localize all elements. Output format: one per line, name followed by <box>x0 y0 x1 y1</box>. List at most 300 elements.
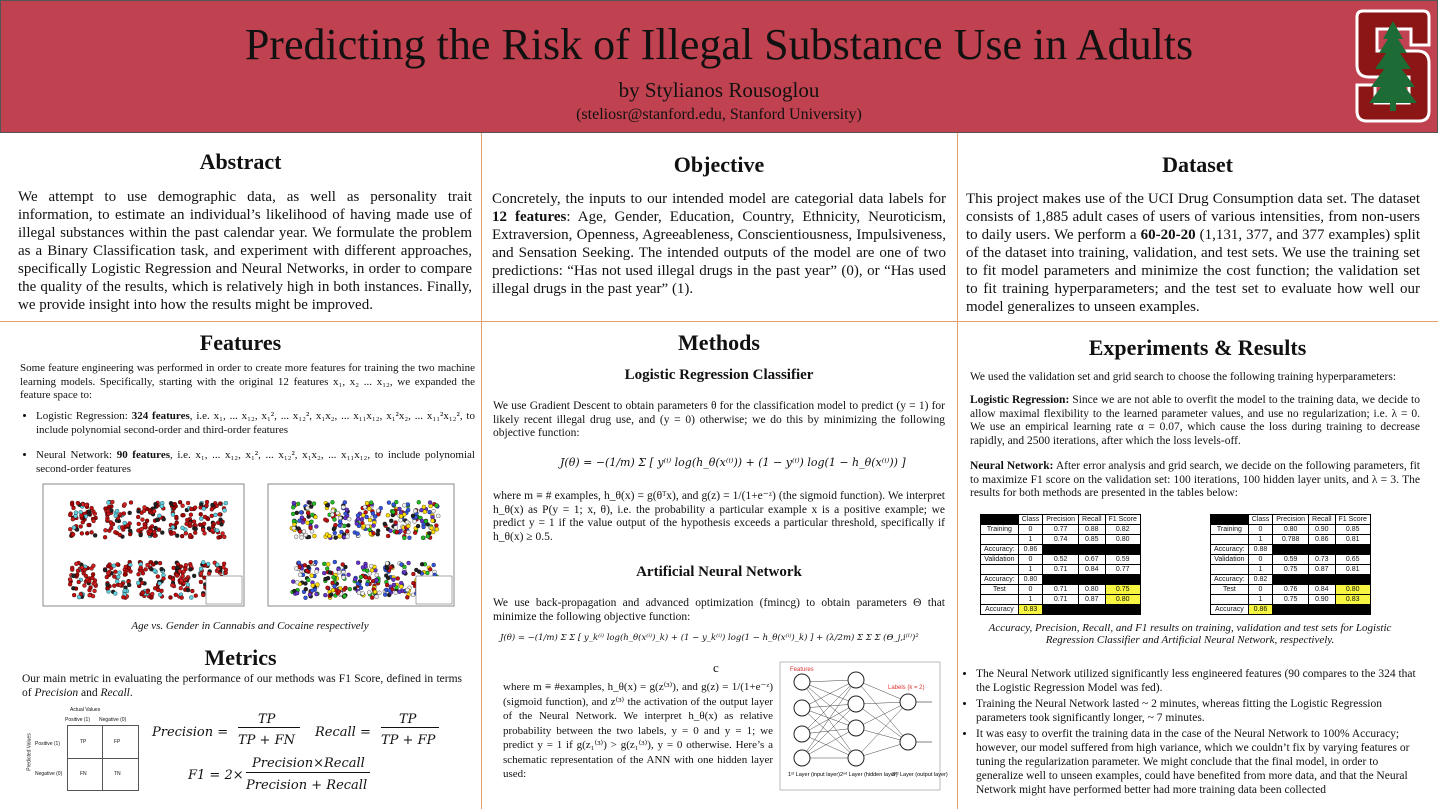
scatter-point <box>215 529 219 533</box>
scatter-point <box>399 514 403 518</box>
scatter-point <box>145 519 149 523</box>
scatter-point <box>88 593 92 597</box>
table-row: Test 0 0.71 0.80 0.75 <box>981 585 1141 595</box>
scatter-point <box>218 512 222 516</box>
scatter-point <box>72 593 76 597</box>
list-item: • It was easy to overfit the training data in the case of the Neural Network to 100% Accuracy; however, our model suffered from high variance, which we couldn’t fix by varying features or tuning the regularization parameter. We might conclude that the final model, in order to generalize well to unseen examples, could have benefited from more data, and that the Neural Network might have performed better had more training data been collected <box>976 727 1422 797</box>
scatter-point <box>295 580 299 584</box>
scatter-point <box>333 523 337 527</box>
scatter-point <box>303 563 307 567</box>
scatter-point <box>71 532 75 536</box>
scatter-point <box>72 574 76 578</box>
recall-num: TP <box>399 712 417 727</box>
scatter-point <box>79 525 83 529</box>
scatter-point <box>113 530 117 534</box>
table-row: 1 0.71 0.87 0.80 <box>981 595 1141 605</box>
scatter-point <box>171 525 175 529</box>
scatter-point <box>106 500 110 504</box>
scatter-point <box>385 566 389 570</box>
scatter-point <box>128 511 132 515</box>
scatter-point <box>127 583 131 587</box>
scatter-point <box>434 523 438 527</box>
scatter-point <box>372 531 376 535</box>
scatter-point <box>170 583 174 587</box>
scatter-point <box>397 590 401 594</box>
scatter-point <box>202 522 206 526</box>
scatter-point <box>392 503 396 507</box>
scatter-point <box>325 503 329 507</box>
nn-layer1-label: 1ˢᵗ Layer (input layer) <box>788 772 840 778</box>
list-item: • Neural Network: 90 features, i.e. x₁, ... x₁₂, x₁², ... x₁₂², x₁x₂, ... x₁₁x₁₂, to include polynomial second-order features <box>36 449 475 476</box>
scatter-point <box>431 519 435 523</box>
scatter-point <box>116 562 120 566</box>
scatter-point <box>436 514 440 518</box>
scatter-point <box>216 567 220 571</box>
scatter-point <box>291 580 295 584</box>
scatter-point <box>341 505 345 509</box>
scatter-point <box>387 589 391 593</box>
scatter-point <box>210 503 214 507</box>
scatter-point <box>158 593 162 597</box>
scatter-point <box>376 509 380 513</box>
confusion-matrix <box>25 705 140 795</box>
scatter-point <box>154 502 158 506</box>
scatter-point <box>136 509 140 513</box>
scatter-point <box>333 531 337 535</box>
features-caption: Age vs. Gender in Cannabis and Cocaine respectively <box>131 620 369 632</box>
cm-tp: TP <box>80 739 87 745</box>
scatter-point <box>118 583 122 587</box>
ann-body2: where m ≡ #examples, h_θ(x) = g(z⁽³⁾), and g(z) = 1/(1+e⁻ᶻ) (sigmoid function), and z⁽³⁾ the activation of the output layer of the Neural Network. We interpret h_θ(x) as relative probability between the two labels, y = 0 and y = 1; we predict y = 1 if g(z₁⁽³⁾) > g(z₁⁽³⁾), y = 0 otherwise. Here’s a schematic representation of the ANN with one hidden layer used: <box>503 681 773 780</box>
scatter-point <box>375 595 379 599</box>
scatter-point <box>416 524 420 528</box>
scatter-point <box>109 520 113 524</box>
scatter-point <box>371 511 375 515</box>
scatter-point <box>175 534 179 538</box>
table-header: F1 Score <box>1335 515 1370 525</box>
scatter-point <box>367 591 371 595</box>
scatter-point <box>137 572 141 576</box>
metrics-title: Metrics <box>204 645 277 670</box>
cm-pred-label: Predicted Values <box>26 733 33 771</box>
scatter-point <box>365 582 369 586</box>
scatter-point <box>338 520 342 524</box>
scatter-point <box>411 514 415 518</box>
scatter-point <box>179 586 183 590</box>
scatter-point <box>353 577 357 581</box>
scatter-point <box>181 513 185 517</box>
scatter-point <box>150 595 154 599</box>
scatter-point <box>201 560 205 564</box>
scatter-point <box>199 502 203 506</box>
scatter-point <box>406 508 410 512</box>
scatter-point <box>385 561 389 565</box>
scatter-point <box>431 509 435 513</box>
lr-formula: J(θ) = −(1/m) Σ [ y⁽ⁱ⁾ log(h_θ(x⁽ⁱ⁾)) + (1 − y⁽ⁱ⁾) log(1 − h_θ(x⁽ⁱ⁾)) ] <box>560 456 906 469</box>
metrics-body: Our main metric in evaluating the performance of our methods was F1 Score, defined in terms of Precision and Recall. <box>22 673 462 699</box>
scatter-point <box>386 534 390 538</box>
scatter-point <box>399 584 403 588</box>
cm-actual-label: Actual Values <box>70 707 101 713</box>
lr-body2: where m ≡ # examples, h_θ(x) = g(θᵀx), and g(z) = 1/(1+e⁻ᶻ) (the sigmoid function). We interpret h_θ(x) as P(y = 1; x, θ), i.e. the probability a particular example x is a positive example; we predict y = 1 if the value output of the hypothesis exceeds a particular threshold, specifically if h_θ(x) ≥ 0.5. <box>493 490 945 543</box>
scatter-point <box>311 584 315 588</box>
scatter-point <box>304 596 308 600</box>
scatter-point <box>337 589 341 593</box>
scatter-point <box>411 572 415 576</box>
scatter-point <box>68 527 72 531</box>
scatter-point <box>301 520 305 524</box>
scatter-point <box>174 593 178 597</box>
scatter-point <box>338 523 342 527</box>
scatter-point <box>123 589 127 593</box>
scatter-point <box>347 517 351 521</box>
scatter-point <box>224 501 228 505</box>
scatter-point <box>435 527 439 531</box>
scatter-point <box>431 530 435 534</box>
scatter-point <box>407 561 411 565</box>
scatter-point <box>402 503 406 507</box>
scatter-point <box>87 523 91 527</box>
scatter-point <box>369 564 373 568</box>
scatter-point <box>394 521 398 525</box>
nn-layer2-label: 2ⁿᵈ Layer (hidden layer) <box>840 772 898 778</box>
scatter-point <box>157 514 161 518</box>
scatter-point <box>330 500 334 504</box>
scatter-point <box>184 578 188 582</box>
scatter-point <box>423 510 427 514</box>
scatter-point <box>106 571 110 575</box>
scatter-point <box>90 530 94 534</box>
stanford-logo-icon <box>1353 7 1433 125</box>
scatter-point <box>72 525 76 529</box>
scatter-point <box>186 588 190 592</box>
scatter-point <box>199 517 203 521</box>
cm-pos-row: Positive (1) <box>35 741 61 747</box>
scatter-point <box>210 528 214 532</box>
scatter-point <box>305 569 309 573</box>
scatter-point <box>118 571 122 575</box>
scatter-point <box>302 529 306 533</box>
scatter-point <box>74 562 78 566</box>
scatter-point <box>184 563 188 567</box>
scatter-point <box>424 519 428 523</box>
scatter-point <box>300 516 304 520</box>
scatter-point <box>304 587 308 591</box>
scatter-point <box>314 524 318 528</box>
scatter-point <box>396 576 400 580</box>
scatter-point <box>331 575 335 579</box>
scatter-point <box>323 577 327 581</box>
scatter-point <box>306 521 310 525</box>
scatter-point <box>300 536 304 540</box>
scatter-point <box>399 518 403 522</box>
scatter-point <box>148 530 152 534</box>
scatter-point <box>136 515 140 519</box>
scatter-point <box>323 518 327 522</box>
scatter-point <box>219 522 223 526</box>
scatter-point <box>188 533 192 537</box>
scatter-point <box>185 518 189 522</box>
scatter-point <box>198 523 202 527</box>
scatter-point <box>370 596 374 600</box>
scatter-point <box>356 582 360 586</box>
objective-title: Objective <box>673 152 765 177</box>
scatter-point <box>428 510 432 514</box>
scatter-point <box>121 595 125 599</box>
scatter-point <box>375 578 379 582</box>
scatter-point <box>190 589 194 593</box>
scatter-point <box>76 501 80 505</box>
scatter-point <box>314 570 318 574</box>
scatter-point <box>412 519 416 523</box>
scatter-point <box>160 531 164 535</box>
scatter-point <box>360 517 364 521</box>
scatter-point <box>326 562 330 566</box>
scatter-point <box>144 567 148 571</box>
scatter-point <box>426 534 430 538</box>
scatter-point <box>205 500 209 504</box>
scatter-point <box>146 590 150 594</box>
table-header <box>981 515 1019 525</box>
scatter-point <box>199 572 203 576</box>
scatter-point <box>387 501 391 505</box>
scatter-point <box>71 517 75 521</box>
scatter-point <box>365 501 369 505</box>
scatter-point <box>434 503 438 507</box>
scatter-point <box>137 522 141 526</box>
scatter-point <box>368 518 372 522</box>
scatter-point <box>371 579 375 583</box>
methods-title: Methods <box>678 330 760 355</box>
cm-fp: FP <box>114 739 121 745</box>
table-header: F1 Score <box>1105 515 1140 525</box>
scatter-point <box>291 512 295 516</box>
scatter-point <box>295 591 299 595</box>
list-item: • Training the Neural Network lasted ~ 2 minutes, whereas fitting the Logistic Regression parameters took significantly longer, ~ 7 minutes. <box>976 697 1422 725</box>
scatter-point <box>184 567 188 571</box>
scatter-point <box>406 530 410 534</box>
scatter-point <box>118 512 122 516</box>
scatter-point <box>68 513 72 517</box>
table-row: 1 0.74 0.85 0.80 <box>981 535 1141 545</box>
scatter-point <box>140 518 144 522</box>
scatter-point <box>103 535 107 539</box>
scatter-point <box>194 594 198 598</box>
scatter-point <box>306 511 310 515</box>
table-header: Precision <box>1273 515 1309 525</box>
scatter-point <box>84 574 88 578</box>
scatter-point <box>343 565 347 569</box>
scatter-point <box>328 534 332 538</box>
table-row: Validation 0 0.59 0.73 0.65 <box>1211 555 1371 565</box>
scatter-point <box>322 571 326 575</box>
scatter-point <box>309 526 313 530</box>
table-row: 1 0.75 0.90 0.83 <box>1211 595 1371 605</box>
scatter-point <box>343 594 347 598</box>
scatter-point <box>372 524 376 528</box>
scatter-point <box>109 526 113 530</box>
scatter-point <box>383 522 387 526</box>
scatter-point <box>158 561 162 565</box>
results-lr-text: Logistic Regression: Since we are not able to overfit the model to the training data, we decide to allow maximal flexibility to the learned parameter values, and use no regularization; i.e. λ = 0. We use an empirical learning rate α = 0.07, which cause the loss during training to decrease rapidly, and 2500 iterations, after which the loss levels-off. <box>970 394 1420 447</box>
scatter-point <box>193 531 197 535</box>
nn-results-table <box>1210 514 1371 615</box>
scatter-point <box>310 520 314 524</box>
scatter-point <box>172 506 176 510</box>
scatter-point <box>189 596 193 600</box>
scatter-point <box>406 524 410 528</box>
scatter-point <box>383 593 387 597</box>
recall-den: TP + FP <box>381 733 436 748</box>
scatter-point <box>156 575 160 579</box>
scatter-point <box>402 536 406 540</box>
nn-node <box>848 696 864 712</box>
scatter-point <box>330 513 334 517</box>
nn-node <box>794 726 810 742</box>
scatter-point <box>70 568 74 572</box>
scatter-point <box>127 566 131 570</box>
scatter-point <box>420 562 424 566</box>
scatter-point <box>218 502 222 506</box>
scatter-point <box>199 580 203 584</box>
ann-body: We use back-propagation and advanced optimization (fmincg) to obtain parameters Θ that minimize the following objective function: <box>493 597 945 623</box>
table-row: Accuracy: 0.80 <box>981 575 1141 585</box>
table-header: Precision <box>1043 515 1079 525</box>
scatter-point <box>362 524 366 528</box>
scatter-point <box>345 508 349 512</box>
scatter-point <box>308 593 312 597</box>
scatter-point <box>306 578 310 582</box>
scatter-point <box>294 566 298 570</box>
list-item: • The Neural Network utilized significantly less engineered features (90 compares to the 324 that the Logistic Regression Model was fed). <box>976 667 1422 695</box>
scatter-point <box>123 521 127 525</box>
scatter-point <box>90 576 94 580</box>
scatter-point <box>155 518 159 522</box>
precision-label: Precision = <box>152 725 229 740</box>
precision-num: TP <box>258 712 276 727</box>
scatter-point <box>420 519 424 523</box>
scatter-point <box>224 571 228 575</box>
scatter-point <box>180 596 184 600</box>
lr-body: We use Gradient Descent to obtain parameters θ for the classification model to predict (y = 1) for likely recent illegal drug use, and (y = 0) otherwise; we do this by minimizing the following objective function: <box>493 400 945 439</box>
table-row: Test 0 0.76 0.84 0.80 <box>1211 585 1371 595</box>
scatter-point <box>153 534 157 538</box>
scatter-point <box>322 562 326 566</box>
scatter-point <box>77 595 81 599</box>
scatter-point <box>193 506 197 510</box>
scatter-point <box>389 565 393 569</box>
scatter-point <box>188 524 192 528</box>
scatter-point <box>356 561 360 565</box>
scatter-point <box>68 578 72 582</box>
scatter-point <box>312 534 316 538</box>
scatter-point <box>74 511 78 515</box>
scatter-point <box>308 501 312 505</box>
scatter-point <box>139 566 143 570</box>
scatter-point <box>141 571 145 575</box>
scatter-point <box>181 574 185 578</box>
scatter-point <box>210 514 214 518</box>
scatter-point <box>405 595 409 599</box>
scatter-point <box>395 530 399 534</box>
scatter-point <box>377 591 381 595</box>
scatter-point <box>152 530 156 534</box>
scatter-point <box>211 524 215 528</box>
scatter-point <box>180 526 184 530</box>
scatter-point <box>82 583 86 587</box>
scatter-point <box>202 507 206 511</box>
results-nn-text: Neural Network: After error analysis and grid search, we decide on the following parameters, fit to maximize F1 score on the validation set: 100 iterations, 100 hidden layer units, and λ = 3. The results for both methods are presented in the tables below: <box>970 460 1420 499</box>
scatter-point <box>221 531 225 535</box>
scatter-point <box>361 565 365 569</box>
scatter-point <box>80 531 84 535</box>
table-row: Accuracy: 0.82 <box>1211 575 1371 585</box>
scatter-point <box>175 521 179 525</box>
scatter-point <box>376 529 380 533</box>
scatter-point <box>210 507 214 511</box>
scatter-point <box>219 518 223 522</box>
cm-neg-col: Negative (0) <box>99 717 127 723</box>
scatter-point <box>156 588 160 592</box>
scatter-point <box>421 536 425 540</box>
scatter-point <box>366 525 370 529</box>
nn-node <box>848 672 864 688</box>
column-divider <box>481 133 482 809</box>
scatter-point <box>115 579 119 583</box>
table-row: Validation 0 0.52 0.67 0.59 <box>981 555 1141 565</box>
scatter-point <box>338 534 342 538</box>
scatter-point <box>389 519 393 523</box>
lr-results-table <box>980 514 1141 615</box>
scatter-point <box>213 513 217 517</box>
scatter-point <box>189 513 193 517</box>
scatter-point <box>422 525 426 529</box>
scatter-point <box>171 513 175 517</box>
scatter-point <box>192 574 196 578</box>
scatter-point <box>218 535 222 539</box>
scatter-point <box>222 562 226 566</box>
scatter-point <box>141 591 145 595</box>
poster-header <box>0 0 1438 133</box>
scatter-point <box>70 502 74 506</box>
list-item: • Logistic Regression: 324 features, i.e. x₁, ... x₁₂, x₁², ... x₁₂², x₁x₂, ... x₁₁x₁₂, x₁²x₂, ... x₁₁²x₁₂², to include polynomial second-order and third-order features <box>36 410 475 437</box>
scatter-point <box>140 527 144 531</box>
scatter-point <box>291 505 295 509</box>
scatter-point <box>414 568 418 572</box>
scatter-point <box>407 536 411 540</box>
scatter-point <box>129 501 133 505</box>
nn-labels-label: Labels (k = 2) <box>888 685 925 691</box>
scatter-point <box>123 573 127 577</box>
scatter-point <box>84 503 88 507</box>
scatter-point <box>160 567 164 571</box>
scatter-point <box>364 575 368 579</box>
scatter-point <box>174 515 178 519</box>
table-row: 1 0.788 0.86 0.81 <box>1211 535 1371 545</box>
scatter-point <box>331 509 335 513</box>
scatter-point <box>152 509 156 513</box>
scatter-point <box>428 567 432 571</box>
scatter-point <box>399 529 403 533</box>
nn-node <box>848 720 864 736</box>
cm-neg-row: Negative (0) <box>35 771 63 777</box>
scatter-point <box>181 504 185 508</box>
f1-label: F1 = 2× <box>188 768 244 783</box>
scatter-point <box>343 500 347 504</box>
scatter-point <box>310 574 314 578</box>
scatter-point <box>355 522 359 526</box>
scatter-point <box>122 512 126 516</box>
